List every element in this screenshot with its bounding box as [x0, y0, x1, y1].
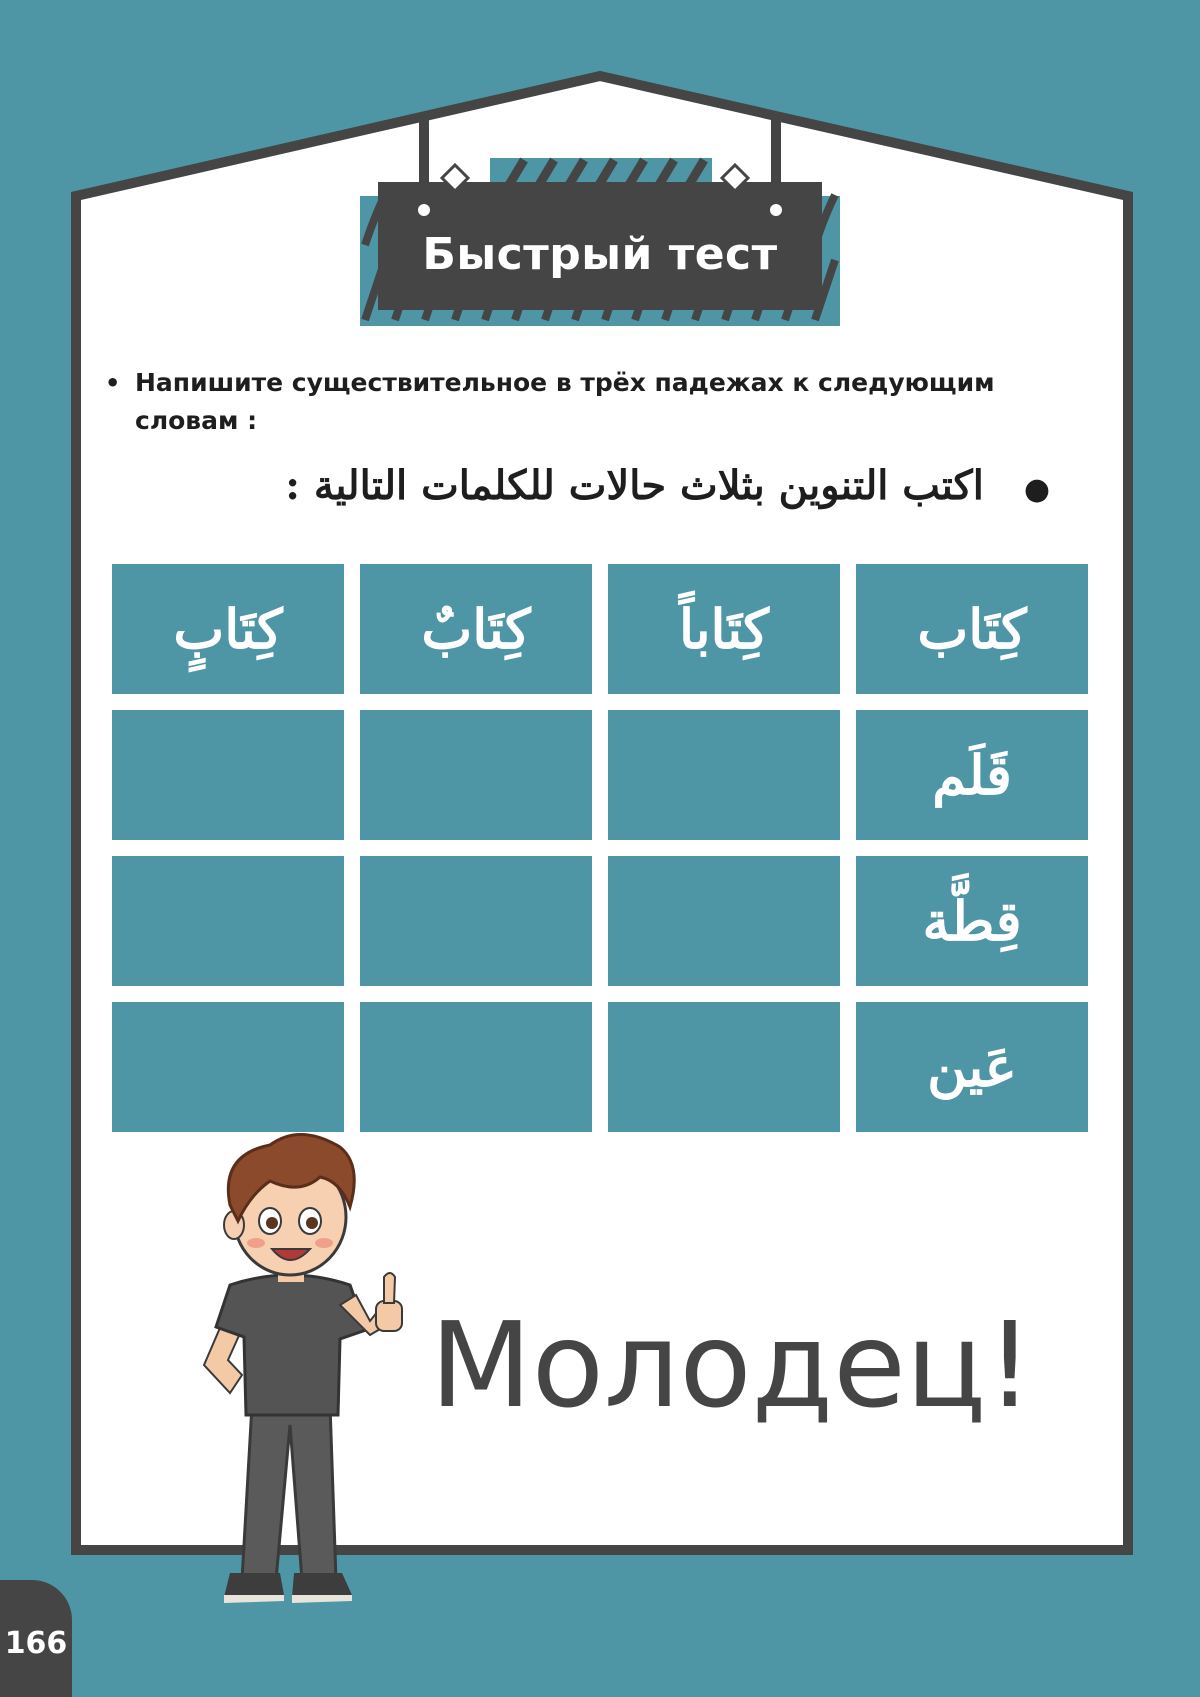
tanween-table — [112, 564, 1088, 1132]
table-cell: كِتَاب — [856, 564, 1088, 694]
instruction-russian-text: Напишите существительное в трёх падежах к следующим словам : — [135, 368, 995, 435]
answer-cell[interactable] — [608, 710, 840, 840]
answer-cell[interactable] — [608, 1002, 840, 1132]
table-cell: قِطَّة — [856, 856, 1088, 986]
page-title: Быстрый тест — [422, 228, 778, 280]
answer-cell[interactable] — [112, 856, 344, 986]
instruction-arabic — [170, 450, 1050, 522]
bullet-icon: ● — [1023, 472, 1050, 507]
table-cell: قَلَم — [856, 710, 1088, 840]
praise-text: Молодец! — [430, 1296, 1034, 1434]
table-cell: كِتَاباً — [608, 564, 840, 694]
boy-thumbs-up-icon — [190, 1125, 430, 1625]
answer-cell[interactable] — [112, 1002, 344, 1132]
answer-cell[interactable] — [608, 856, 840, 986]
instruction-russian — [105, 364, 1065, 440]
answer-cell[interactable] — [112, 710, 344, 840]
table-cell: كِتَابٌ — [360, 564, 592, 694]
bullet-icon: • — [105, 369, 121, 397]
answer-cell[interactable] — [360, 856, 592, 986]
table-cell: كِتَابٍ — [112, 564, 344, 694]
answer-cell[interactable] — [360, 710, 592, 840]
answer-cell[interactable] — [360, 1002, 592, 1132]
table-cell: عَين — [856, 1002, 1088, 1132]
page-number: 166 — [0, 1580, 72, 1697]
instruction-arabic-text: اكتب التنوين بثلاث حالات للكلمات التالية : — [285, 462, 984, 509]
